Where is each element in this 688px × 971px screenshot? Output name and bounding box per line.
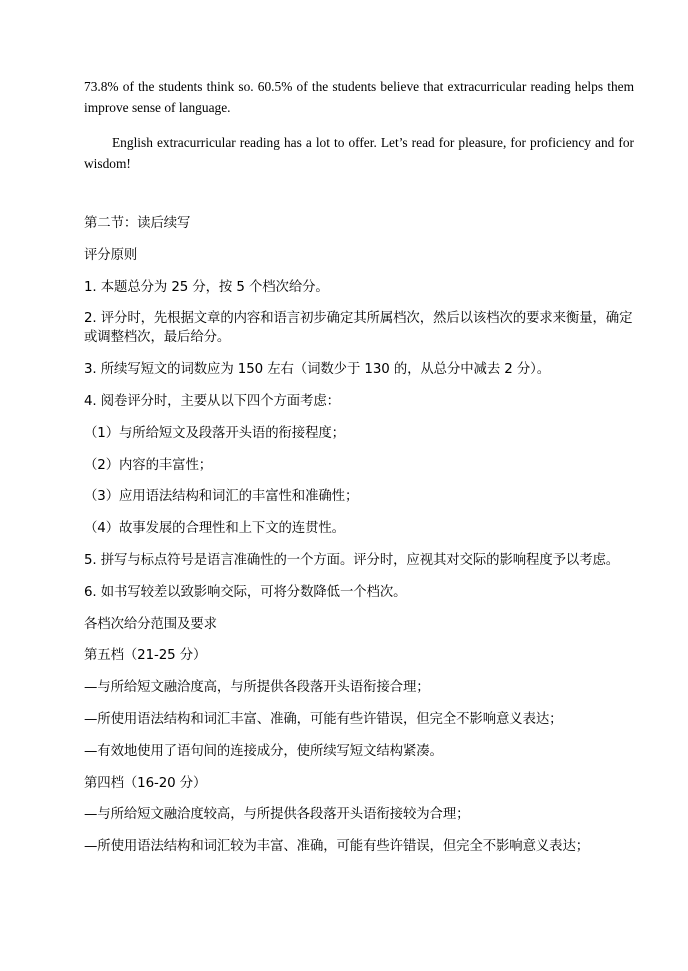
principle-3: 3. 所续写短文的词数应为 150 左右（词数少于 130 的，从总分中减去 2 分）。 xyxy=(84,362,551,378)
principle-4-sub-1: （1）与所给短文及段落开头语的衔接程度； xyxy=(84,425,345,441)
section-title: 第二节：读后续写 xyxy=(84,216,191,231)
english-paragraph-2: English extracurricular reading has a lot to offer. Let’s read for pleasure, for proficiency and for wisdom! xyxy=(84,135,634,171)
levels-heading: 各档次给分范围及要求 xyxy=(84,616,217,632)
principle-4-sub-4: （4）故事发展的合理性和上下文的连贯性。 xyxy=(84,521,345,537)
principle-4-sub-2: （2）内容的丰富性； xyxy=(84,457,213,473)
principle-5: 5. 拼写与标点符号是语言准确性的一个方面。评分时，应视其对交际的影响程度予以考虑。 xyxy=(84,552,620,568)
english-paragraph-1: 73.8% of the students think so. 60.5% of the students believe that extracurricular reading helps them improve sense of language. xyxy=(84,79,634,115)
level-4-item-1: —与所给短文融洽度较高，与所提供各段落开头语衔接较为合理； xyxy=(84,807,470,823)
level-5-item-3: —有效地使用了语句间的连接成分，使所续写短文结构紧凑。 xyxy=(84,743,443,759)
principle-6: 6. 如书写较差以致影响交际，可将分数降低一个档次。 xyxy=(84,584,407,600)
principle-4: 4. 阅卷评分时，主要从以下四个方面考虑： xyxy=(84,393,340,409)
principle-4-sub-3: （3）应用语法结构和词汇的丰富性和准确性； xyxy=(84,489,359,505)
level-4-item-2: —所使用语法结构和词汇较为丰富、准确，可能有些许错误，但完全不影响意义表达； xyxy=(84,839,590,855)
level-5-title: 第五档（21-25 分） xyxy=(84,648,207,664)
level-5-item-1: —与所给短文融洽度高，与所提供各段落开头语衔接合理； xyxy=(84,680,430,696)
document-page xyxy=(84,76,634,869)
level-4-title: 第四档（16-20 分） xyxy=(84,775,207,791)
principles-heading: 评分原则 xyxy=(84,247,138,263)
level-5-item-2: —所使用语法结构和词汇丰富、准确，可能有些许错误，但完全不影响意义表达； xyxy=(84,711,563,727)
spacer xyxy=(84,174,634,214)
principle-1: 1. 本题总分为 25 分，按 5 个档次给分。 xyxy=(84,279,329,295)
principle-2: 2. 评分时，先根据文章的内容和语言初步确定其所属档次，然后以该档次的要求来衡量，确定或调整档次，最后给分。 xyxy=(84,311,633,346)
